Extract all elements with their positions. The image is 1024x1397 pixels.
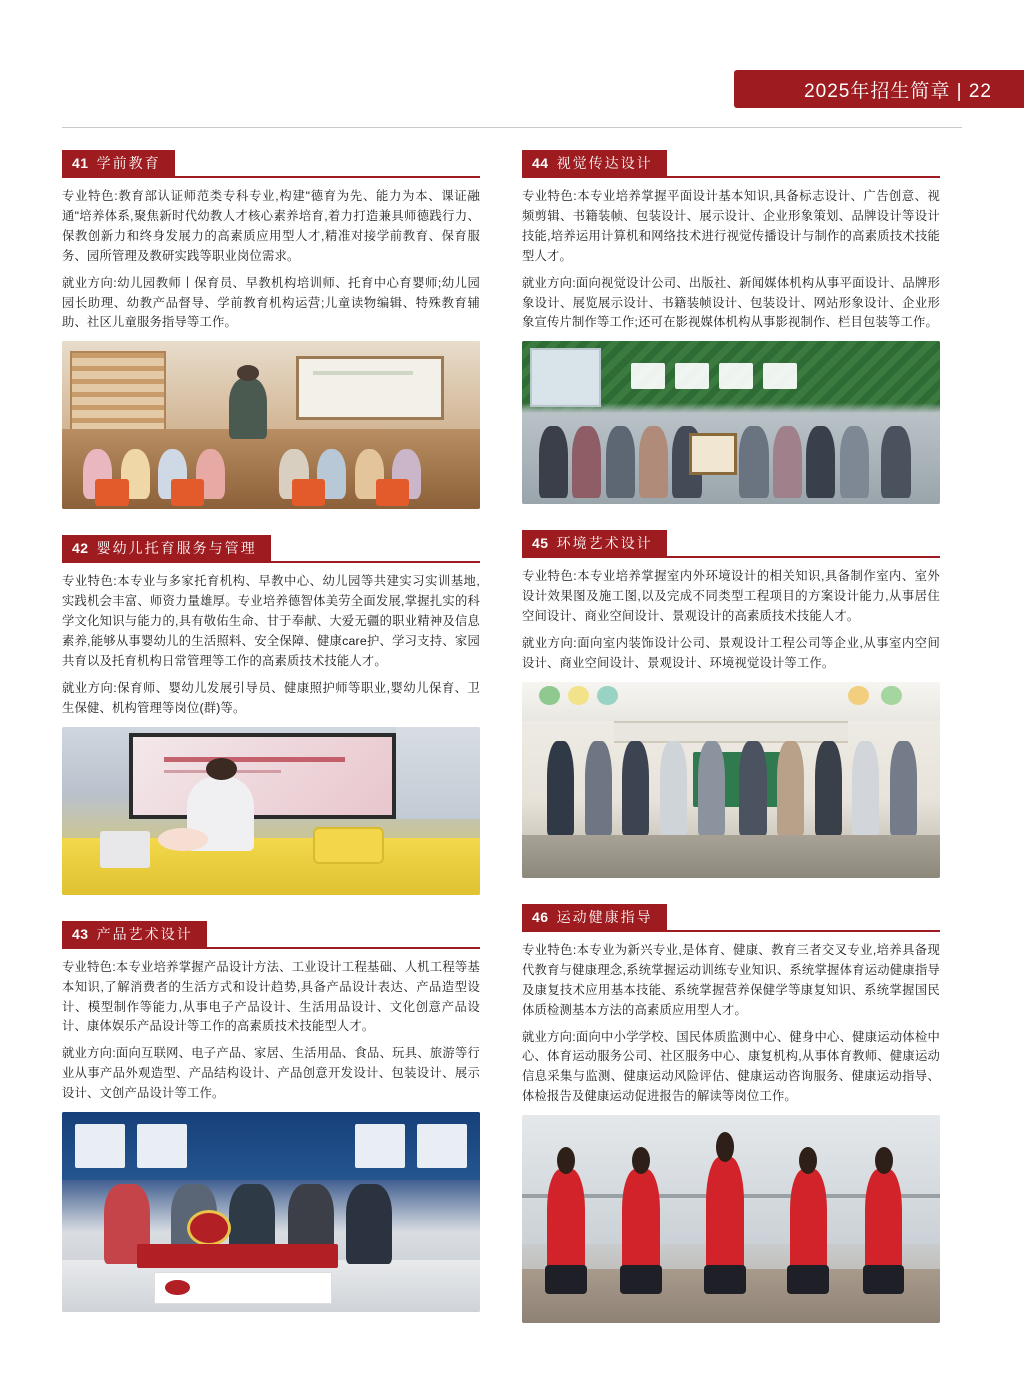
section-41-paragraph-1: 专业特色:教育部认证师范类专科专业,构建"德育为先、能力为本、课证融通"培养体系,聚焦新时代幼教人才核心素养培育,着力打造兼具师德践行力、保教创新力和终身发展力的高素质应用型人才,精准对接学前教育、保育服务、园所管理及教研实践等职业岗位需求。: [62, 189, 480, 263]
page-header-title: 2025年招生简章 | 22: [804, 80, 992, 102]
section-41-paragraph-2: 就业方向:幼儿园教师丨保育员、早教机构培训师、托育中心育婴师;幼儿园园长助理、幼教产品督导、学前教育机构运营;儿童读物编辑、特殊教育辅助、社区儿童服务指导等工作。: [62, 275, 480, 330]
section-42: [62, 535, 480, 894]
section-46-number: 46: [532, 908, 549, 925]
section-43-number: 43: [72, 925, 89, 942]
section-44-name: 视觉传达设计: [556, 155, 653, 171]
section-42-number: 42: [72, 540, 89, 557]
header-divider: [62, 127, 962, 128]
section-43-paragraph-2: 就业方向:面向互联网、电子产品、家居、生活用品、食品、玩具、旅游等行业从事产品外观造型、产品结构设计、产品创意开发设计、包装设计、展示设计、文创产品设计等工作。: [62, 1046, 480, 1101]
section-45-number: 45: [532, 535, 549, 552]
section-41: [62, 150, 480, 509]
section-46-paragraph-1: 专业特色:本专业为新兴专业,是体育、健康、教育三者交叉专业,培养具备现代教育与健康理念,系统掌握运动训练专业知识、系统掌握体育运动健康指导及康复技术应用基本技能、系统掌握营养保健学等康复知识、系统掌握国民体质检测基本方法的高素质应用型人才。: [522, 942, 940, 1017]
section-44-paragraph-2: 就业方向:面向视觉设计公司、出版社、新闻媒体机构从事平面设计、品牌形象设计、展览展示设计、书籍装帧设计、包装设计、网站形象设计、企业形象宣传片制作等工作;还可在影视媒体机构从事影视制作、栏目包装等工作。: [522, 275, 940, 330]
product-design-exhibition-photo: [62, 1112, 480, 1312]
preschool-education-classroom-photo: [62, 341, 480, 509]
page-header-banner: [734, 70, 1024, 108]
section-46-body: [522, 941, 940, 1323]
section-43-name: 产品艺术设计: [96, 925, 193, 942]
infant-care-demonstration-photo: [62, 727, 480, 895]
section-46-heading: [522, 904, 667, 930]
right-column: [522, 150, 940, 1349]
section-41-name: 学前教育: [96, 155, 161, 171]
section-45-body: [522, 567, 940, 878]
section-43-heading: [62, 921, 207, 947]
section-42-heading: [62, 535, 271, 561]
section-43-body: [62, 958, 480, 1312]
section-44-number: 44: [532, 155, 549, 171]
section-45-underline: [522, 556, 940, 558]
section-45: [522, 530, 940, 878]
section-45-paragraph-2: 就业方向:面向室内装饰设计公司、景观设计工程公司等企业,从事室内空间设计、商业空间设计、景观设计、环境视觉设计等工作。: [522, 636, 940, 670]
section-42-underline: [62, 561, 480, 563]
visual-communication-group-photo: [522, 341, 940, 504]
section-42-paragraph-2: 就业方向:保育师、婴幼儿发展引导员、健康照护师等职业,婴幼儿保育、卫生保健、机构管理等岗位(群)等。: [62, 680, 480, 715]
section-41-underline: [62, 176, 480, 178]
section-42-body: [62, 572, 480, 894]
section-45-name: 环境艺术设计: [556, 535, 653, 552]
content-columns: [0, 150, 1024, 1349]
sports-health-dance-class-photo: [522, 1115, 940, 1323]
environmental-art-design-students-photo: [522, 682, 940, 878]
section-41-number: 41: [72, 155, 89, 171]
section-46-paragraph-2: 就业方向:面向中小学学校、国民体质监测中心、健身中心、健康运动体检中心、体育运动服务公司、社区服务中心、康复机构,从事体育教师、健康运动信息采集与监测、健康运动风险评估、健康运动咨询服务、健康运动指导、体检报告及健康运动促进报告的解读等岗位工作。: [522, 1029, 940, 1104]
section-41-body: [62, 187, 480, 509]
section-46: [522, 904, 940, 1323]
section-43-paragraph-1: 专业特色:本专业培养掌握产品设计方法、工业设计工程基础、人机工程等基本知识,了解消费者的生活方式和设计趋势,具备产品设计表达、产品造型设计、模型制作等能力,从事电子产品设计、生活用品设计、文化创意产品设计、康体娱乐产品设计等工作的高素质技术技能型人才。: [62, 959, 480, 1034]
section-44: [522, 150, 940, 504]
section-44-body: [522, 187, 940, 504]
section-46-underline: [522, 930, 940, 932]
section-42-name: 婴幼儿托育服务与管理: [96, 540, 257, 557]
section-43: [62, 921, 480, 1312]
section-44-heading: [522, 150, 667, 176]
section-43-underline: [62, 947, 480, 949]
section-41-heading: [62, 150, 175, 176]
section-42-paragraph-1: 专业特色:本专业与多家托育机构、早教中心、幼儿园等共建实习实训基地,实践机会丰富、师资力量雄厚。专业培养德智体美劳全面发展,掌握扎实的科学文化知识与能力的,具有敬佑生命、甘于奉献、大爱无疆的职业精神及信息素养,能够从事婴幼儿的生活照料、安全保障、健康care护、学习支持、家园共育以及托育机构日常管理等工作的高素质技术技能人才。: [62, 574, 480, 668]
section-44-paragraph-1: 专业特色:本专业培养掌握平面设计基本知识,具备标志设计、广告创意、视频剪辑、书籍装帧、包装设计、展示设计、企业形象策划、品牌设计等设计技能,培养运用计算机和网络技术进行视觉传播设计与制作的高素质技术技能型人才。: [522, 189, 940, 263]
section-45-paragraph-1: 专业特色:本专业培养掌握室内外环境设计的相关知识,具备制作室内、室外设计效果图及施工图,以及完成不同类型工程项目的方案设计能力,从事居住空间设计、商业空间设计、景观设计的高素质技术技能人才。: [522, 569, 940, 624]
section-44-underline: [522, 176, 940, 178]
section-45-heading: [522, 530, 667, 556]
section-46-name: 运动健康指导: [556, 908, 653, 925]
left-column: [62, 150, 480, 1349]
